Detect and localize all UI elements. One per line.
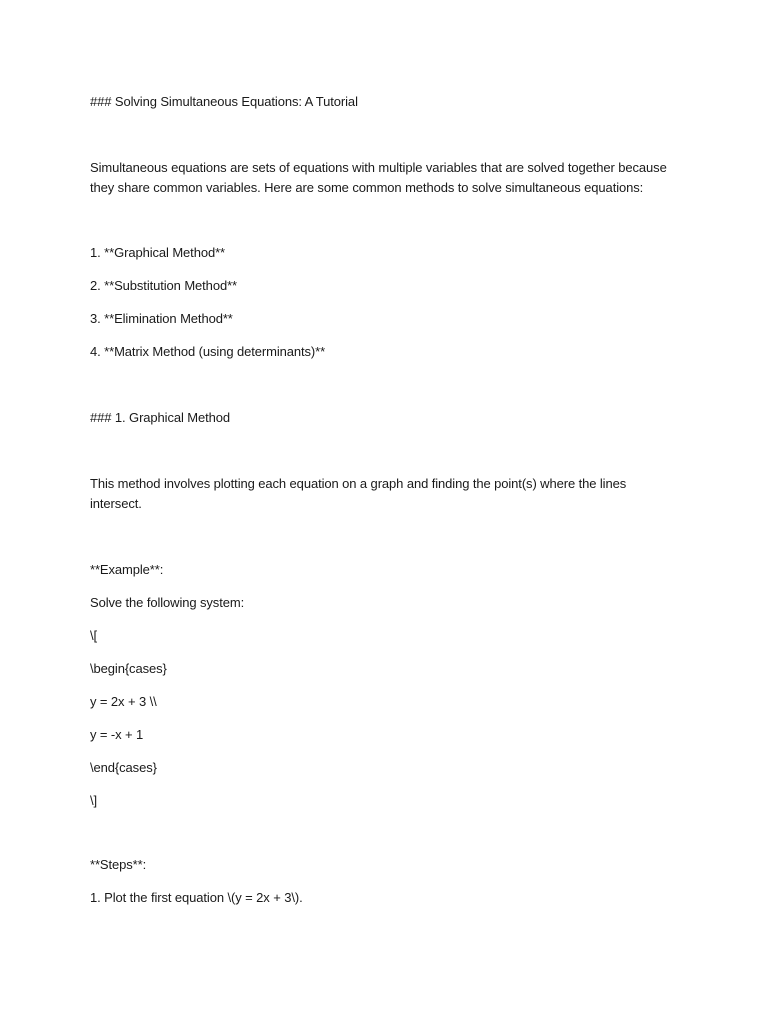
graphical-method-heading: ### 1. Graphical Method: [90, 410, 231, 425]
intro-paragraph-line-2: they share common variables. Here are some common methods to solve simultaneous equations:: [90, 180, 644, 195]
latex-end-cases: \end{cases}: [90, 760, 157, 775]
latex-begin-cases: \begin{cases}: [90, 661, 167, 676]
tutorial-heading: ### Solving Simultaneous Equations: A Tutorial: [90, 94, 358, 109]
solve-instruction: Solve the following system:: [90, 595, 245, 610]
method-list-item-matrix: 4. **Matrix Method (using determinants)**: [90, 344, 326, 359]
method-list-item-substitution: 2. **Substitution Method**: [90, 278, 237, 293]
step-1: 1. Plot the first equation \(y = 2x + 3\).: [90, 890, 303, 905]
method-list-item-graphical: 1. **Graphical Method**: [90, 245, 226, 260]
latex-open-display: \[: [90, 628, 98, 643]
intro-paragraph-line-1: Simultaneous equations are sets of equations with multiple variables that are solved together because: [90, 160, 667, 175]
graphical-description-line-1: This method involves plotting each equation on a graph and finding the point(s) where the lines: [90, 476, 627, 491]
steps-label: **Steps**:: [90, 857, 147, 872]
latex-close-display: \]: [90, 793, 98, 808]
equation-2: y = -x + 1: [90, 727, 144, 742]
graphical-description-line-2: intersect.: [90, 496, 142, 511]
equation-1: y = 2x + 3 \\: [90, 694, 157, 709]
example-label: **Example**:: [90, 562, 164, 577]
method-list-item-elimination: 3. **Elimination Method**: [90, 311, 233, 326]
